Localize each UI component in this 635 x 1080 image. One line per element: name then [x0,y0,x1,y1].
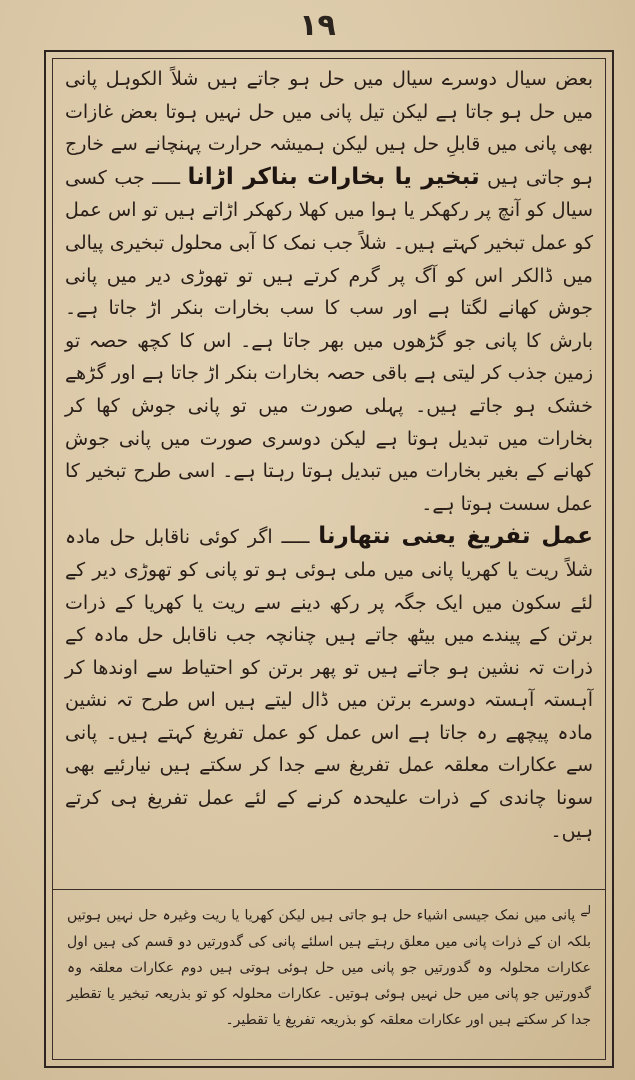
page-number: ۱۹ [299,8,336,43]
footnote [67,897,591,1033]
inner-border [52,58,606,1060]
heading-decantation: عمل تفریغ یعنی نتھارنا [318,523,593,550]
text-frame [44,50,614,1068]
footnote-divider [53,889,605,890]
evaporation-paragraph: ـــــ جب کسی سیال کو آنچ پر رکھکر یا ہوا میں کھلا رکھکر اڑاتے ہیں تو اس عمل کو عمل تبخیر کہتے ہیں۔ شلاً جب نمک کا آبی محلول تبخیری پیالی میں ڈالکر اس کو آگ پر گرم کرتے ہیں تو تھوڑی دیر میں پانی جوش کھانے لگتا ہے اور سب کا سب بخارات بنکر اڑ جاتا ہے۔ بارش کا پانی جو گڑھوں میں بھر جاتا ہے۔ اس کا کچھ حصہ تو زمین جذب کر لیتی ہے باقی حصہ بخارات بنکر اڑ جاتا ہے اور گڑھے خشک ہو جاتے ہیں۔ پہلی صورت میں تو پانی جوش کھا کر بخارات میں تبدیل ہوتا ہے لیکن دوسری صورت میں پانی جوش کھانے کے بغیر بخارات میں تبدیل ہوتا رہتا ہے۔ اسی طرح تبخیر کا عمل سست ہوتا ہے۔ [65,166,593,515]
decantation-text: ـــــ اگر کوئی ناقابل حل مادہ شلاً ریت یا کھریا پانی میں ملی ہوئی ہو تو پانی کو تھوڑی دیر کے لئے سکون میں ایک جگہ پر رکھ دینے سے ریت یا کھریا کے ذرات برتن کے پیندے میں بیٹھ جاتے ہیں چنانچہ جب ناقابل حل مادہ کے ذرات تہ نشین ہو جاتے ہیں تو پھر برتن کو احتیاط سے اوندھا کر آہستہ آہستہ دوسرے برتن میں ڈال لیتے ہیں اس طرح تہ نشین مادہ پیچھے رہ جاتا ہے اس عمل کو عمل تفریغ کہتے ہیں۔ پانی سے عکارات معلقہ عمل تفریغ سے جدا کر سکتے ہیں نیارئیے بھی سونا چاندی کے ذرات علیحدہ کرنے کے لئے عمل تفریغ ہی کرتے ہیں۔ [65,526,593,842]
decantation-paragraph [65,520,593,847]
footnote-mark: لے [580,903,592,917]
footnote-text: پانی میں نمک جیسی اشیاء حل ہو جاتی ہیں لیکن کھریا یا ریت وغیرہ حل نہیں ہوتیں بلکہ ان کے ذرات پانی میں معلق رہتے ہیں اسلئے پانی کی گدورتیں دو قسم کی ہیں اول عکارات محلولہ وہ گدورتیں جو پانی میں حل ہوئی ہوتی ہیں دوم عکارات معلقہ وہ گدورتیں جو پانی میں حل نہیں ہوئی ہوتیں۔ عکارات محلولہ کو تو بذریعہ تبخیر یا تقطیر جدا کر سکتے ہیں اور عکارات معلقہ کو بذریعہ تفریغ یا تقطیر۔ [67,907,591,1028]
intro-text: بعض سیال دوسرے سیال میں حل ہو جاتے ہیں شلاً الکوہل پانی میں حل ہو جاتا ہے لیکن تیل پانی میں حل نہیں ہوتا بعض غازات بھی پانی میں قابلِ حل ہیں لیکن ہمیشہ حرارت پہنچانے سے خارج ہو جاتی ہیں [65,68,593,189]
intro-paragraph [65,63,593,520]
heading-evaporation: تبخیر یا بخارات بناکر اڑانا [187,163,480,190]
main-text [65,63,593,883]
